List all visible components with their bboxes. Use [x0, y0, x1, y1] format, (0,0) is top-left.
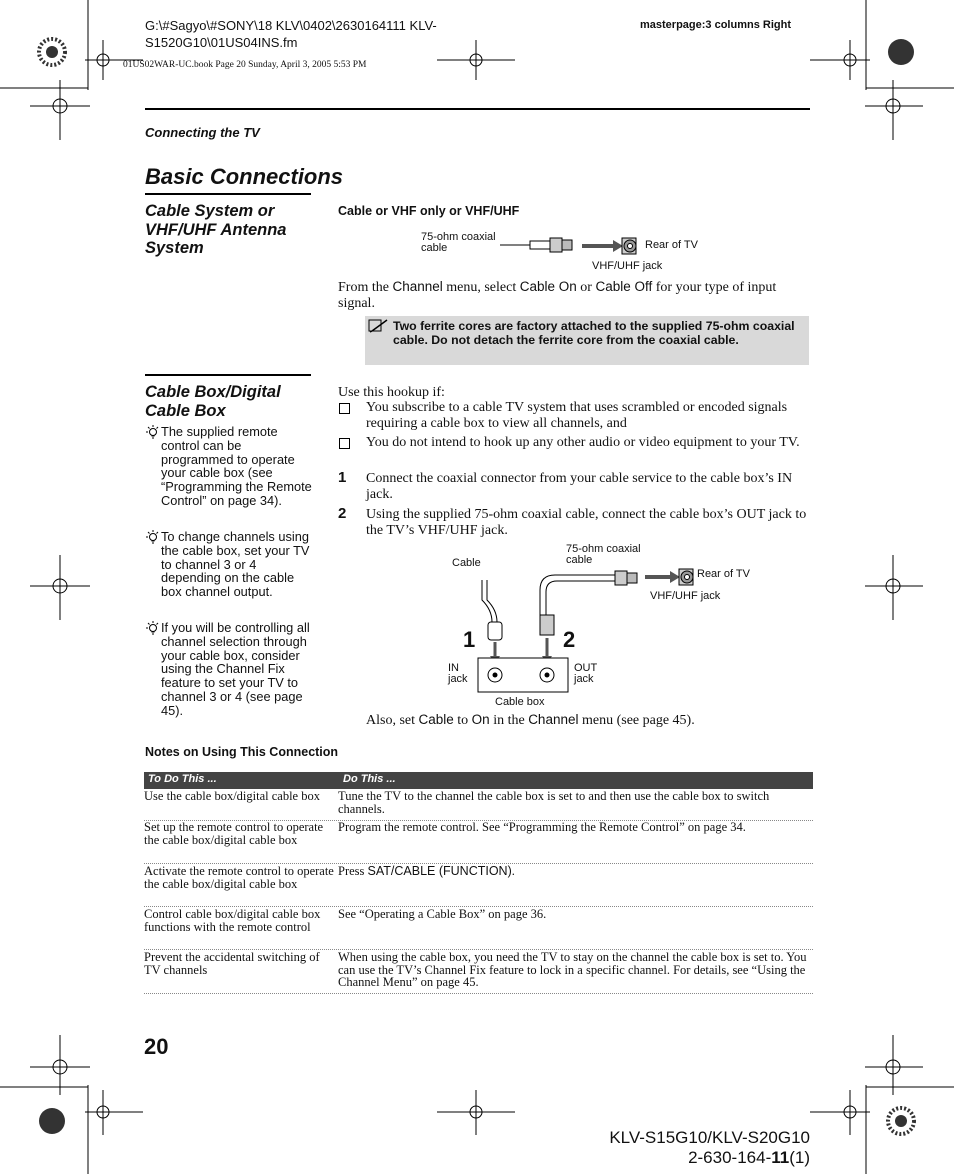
step-2-marker: 2: [563, 627, 576, 652]
step-text: Using the supplied 75-ohm coaxial cable, connect the cable box’s OUT jack to the TV’s VHF/UHF jack.: [366, 507, 807, 538]
diagram-label-in: IN jack: [448, 662, 468, 685]
text: .: [511, 864, 515, 878]
diagram-label-cable: Cable: [452, 557, 481, 569]
column-header-do: Do This ...: [343, 773, 396, 785]
book-info: 01US02WAR-UC.book Page 20 Sunday, April 3, 2005 5:53 PM: [123, 60, 367, 70]
lightbulb-icon: [145, 621, 159, 635]
diagram-label-rear: Rear of TV: [697, 568, 750, 580]
checkbox-icon: [339, 438, 350, 449]
table-cell-todo: Activate the remote control to operate the cable box/digital cable box: [144, 864, 334, 891]
file-path: G:\#Sagyo\#SONY\18 KLV\0402\2630164111 KLV-S1520G10\01US04INS.fm: [145, 18, 437, 50]
menu-name: Channel: [392, 279, 443, 294]
also-instruction: [366, 712, 806, 729]
side-heading-cable-box: Cable Box/Digital Cable Box: [145, 383, 281, 420]
sub-heading: Cable or VHF only or VHF/UHF: [338, 204, 520, 218]
diagram-label-coax: 75-ohm coaxial cable: [566, 543, 641, 566]
table-cell-do: Tune the TV to the channel the cable box is set to and then use the cable box to switch channels.: [338, 789, 770, 816]
table-cell-todo: Set up the remote control to operate the cable box/digital cable box: [144, 820, 324, 847]
text: menu (see page 45).: [578, 713, 695, 728]
diagram-label-jack: VHF/UHF jack: [650, 590, 721, 602]
text: for your type of input signal.: [338, 280, 777, 311]
option-name: Cable Off: [595, 279, 653, 294]
tip-text: If you will be controlling all channel selection through your cable box, consider using the Channel Fix feature to set your TV to channel 3 or 4 (see page 45).: [161, 620, 310, 718]
section-title: Connecting the TV: [145, 125, 260, 140]
bullet-text: You do not intend to hook up any other audio or video equipment to your TV.: [366, 435, 800, 450]
table-cell-do: [338, 865, 810, 878]
text: Also, set: [366, 713, 419, 728]
text: 11: [771, 1148, 790, 1167]
option-name: Cable On: [519, 279, 577, 294]
notes-heading: Notes on Using This Connection: [145, 745, 339, 759]
tip: [145, 621, 315, 718]
document-code: [590, 1148, 810, 1168]
menu-name: Channel: [528, 712, 579, 727]
diagram-label-cable: 75-ohm coaxial cable: [421, 231, 496, 254]
text: in the: [489, 713, 529, 728]
hookup-intro: Use this hookup if:: [338, 385, 445, 400]
step-text: Connect the coaxial connector from your cable service to the cable box’s IN jack.: [366, 471, 793, 502]
lightbulb-icon: [145, 530, 159, 544]
diagram-label-out: OUT jack: [574, 662, 598, 685]
step-number: 1: [338, 469, 347, 486]
text: or: [576, 280, 596, 295]
table-cell-do: When using the cable box, you need the TV to stay on the channel the cable box is set to. You can use the TV’s Channel Fix feature to lock in a specific channel. For details, see “Using the Channel Menu” on page 45.: [338, 950, 807, 989]
side-rule: [145, 374, 311, 376]
note-pencil-icon: [368, 319, 390, 333]
bullet-text: You subscribe to a cable TV system that uses scrambled or encoded signals requiring a cable box to view all channels, and: [366, 400, 788, 431]
page-number: 20: [144, 1034, 169, 1059]
table-header: [144, 772, 813, 789]
table-cell-todo: Prevent the accidental switching of TV channels: [144, 950, 320, 977]
text: 2-630-164-: [688, 1148, 772, 1167]
text: to: [453, 713, 472, 728]
table-cell-todo: Use the cable box/digital cable box: [144, 789, 320, 803]
text: menu, select: [442, 280, 520, 295]
tip: [145, 530, 315, 599]
tip: [145, 425, 315, 508]
side-rule: [145, 193, 311, 195]
column-header-todo: To Do This ...: [148, 773, 217, 785]
table-cell-do: Program the remote control. See “Programming the Remote Control” on page 34.: [338, 820, 746, 834]
model-number: KLV-S15G10/KLV-S20G10: [609, 1128, 810, 1147]
button-name: SAT/CABLE (FUNCTION): [367, 864, 512, 878]
diagram-label-jack: VHF/UHF jack: [592, 260, 663, 272]
top-rule: [145, 108, 810, 110]
coax-connection-diagram: [500, 230, 650, 260]
diagram-label-rear: Rear of TV: [645, 239, 698, 251]
diagram-label-cable-box: Cable box: [495, 696, 545, 708]
step-1-marker: 1: [463, 627, 476, 652]
table-cell-todo: Control cable box/digital cable box functions with the remote control: [144, 907, 321, 934]
table-cell-do: See “Operating a Cable Box” on page 36.: [338, 907, 547, 921]
page-heading: Basic Connections: [145, 164, 344, 189]
channel-instruction: [338, 279, 803, 311]
row-divider: [144, 993, 813, 994]
checkbox-icon: [339, 403, 350, 414]
option-name: On: [471, 712, 490, 727]
note-text: Two ferrite cores are factory attached to the supplied 75-ohm coaxial cable. Do not detach the ferrite core from the coaxial cable.: [393, 319, 795, 347]
tip-text: To change channels using the cable box, set your TV to channel 3 or 4 depending on the cable box channel output.: [161, 529, 310, 600]
masterpage-label: masterpage:3 columns Right: [640, 19, 791, 31]
lightbulb-icon: [145, 425, 159, 439]
text: (1): [789, 1148, 810, 1167]
option-name: Cable: [418, 712, 454, 727]
text: Press: [338, 864, 368, 878]
side-heading-antenna: Cable System or VHF/UHF Antenna System: [145, 202, 287, 257]
step-number: 2: [338, 505, 347, 522]
text: From the: [338, 280, 393, 295]
tip-text: The supplied remote control can be programmed to operate your cable box (see “Programming the Remote Control” on page 34).: [161, 424, 312, 508]
